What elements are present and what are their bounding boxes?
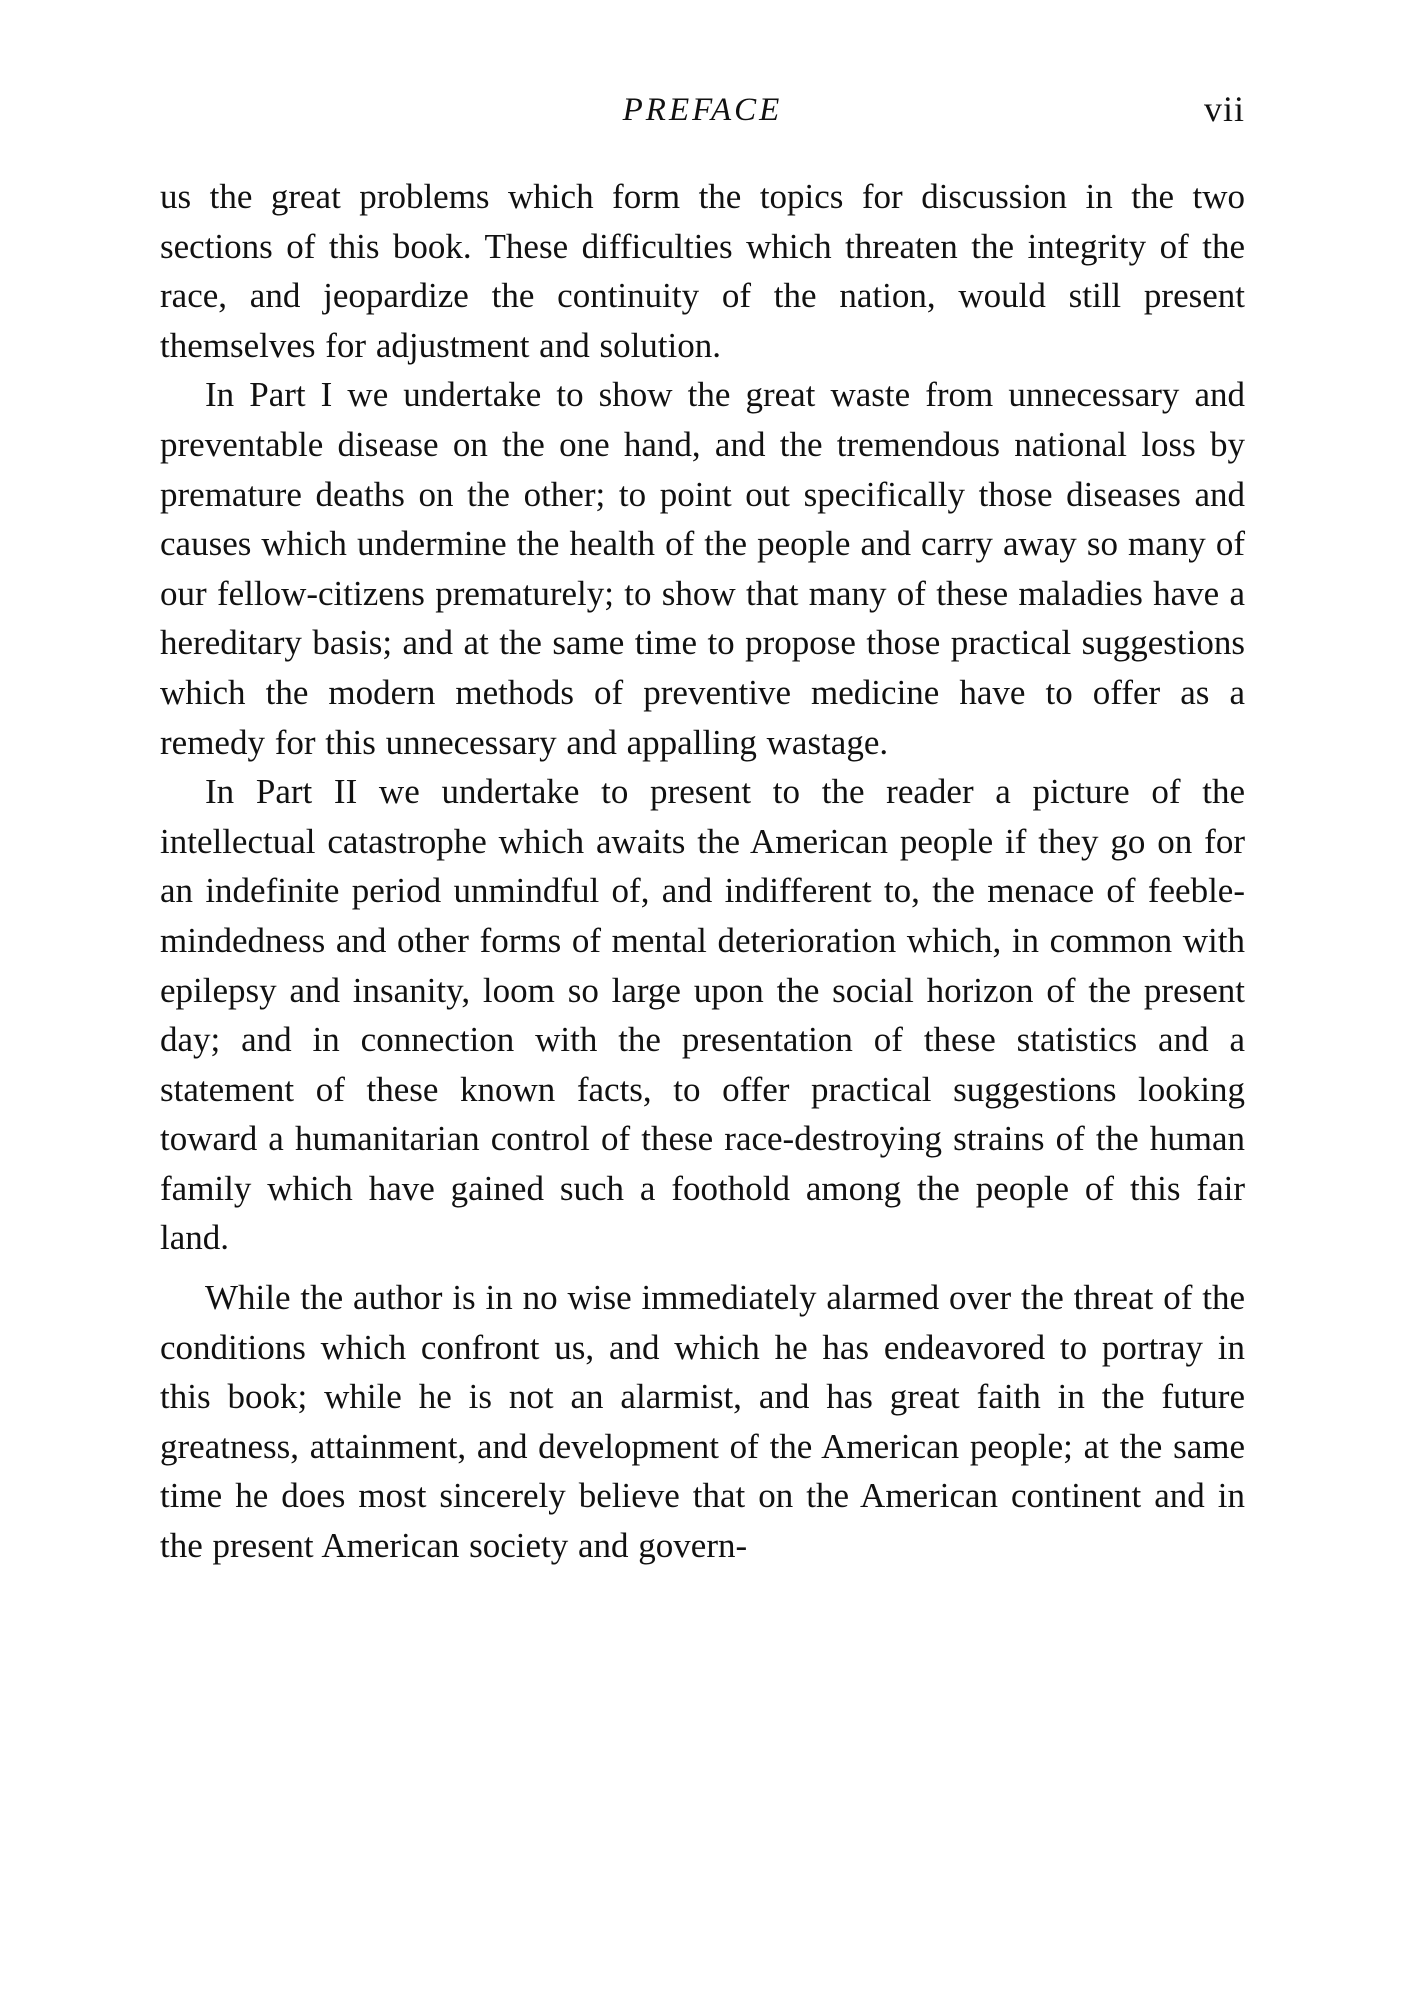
running-title: PREFACE xyxy=(622,92,783,128)
page-number: vii xyxy=(1203,89,1245,129)
paragraph-continuation: us the great problems which form the topics for discussion in the two sections of this book. These difficulties which threaten the integrity of the race, and jeopardize the continuity of the nation, would still present themselves for adjustment and solution. xyxy=(160,177,1245,365)
paragraph-part-two: In Part II we undertake to present to the reader a picture of the intellectual catastrophe which awaits the American people if they go on for an indefinite period unmindful of, and indifferent to, the menace of feeble-mindedness and other forms of mental deterioration which, in common with epilepsy and insanity, loom so large upon the social horizon of the present day; and in connection with the presentation of these statistics and a statement of these known facts, to offer practical suggestions looking toward a humanitarian control of these race-destroying strains of the human family which have gained such a foothold among the people of this fair land. xyxy=(160,772,1245,1258)
running-head xyxy=(160,88,1245,138)
book-page xyxy=(160,88,1245,1571)
body-text xyxy=(160,172,1245,1571)
paragraph-part-one: In Part I we undertake to show the great waste from unnecessary and preventable disease on the one hand, and the tremendous national loss by premature deaths on the other; to point out specifically those diseases and causes which undermine the health of the people and carry away so many of our fellow-citizens prematurely; to show that many of these maladies have a hereditary basis; and at the same time to propose those practical suggestions which the modern methods of preventive medicine have to offer as a remedy for this unnecessary and appalling wastage. xyxy=(160,375,1245,762)
paragraph-author-view: While the author is in no wise immediately alarmed over the threat of the conditions which confront us, and which he has endeavored to portray in this book; while he is not an alarmist, and has great faith in the future greatness, attainment, and development of the American people; at the same time he does most sincerely believe that on the American continent and in the present American society and govern- xyxy=(160,1278,1245,1566)
